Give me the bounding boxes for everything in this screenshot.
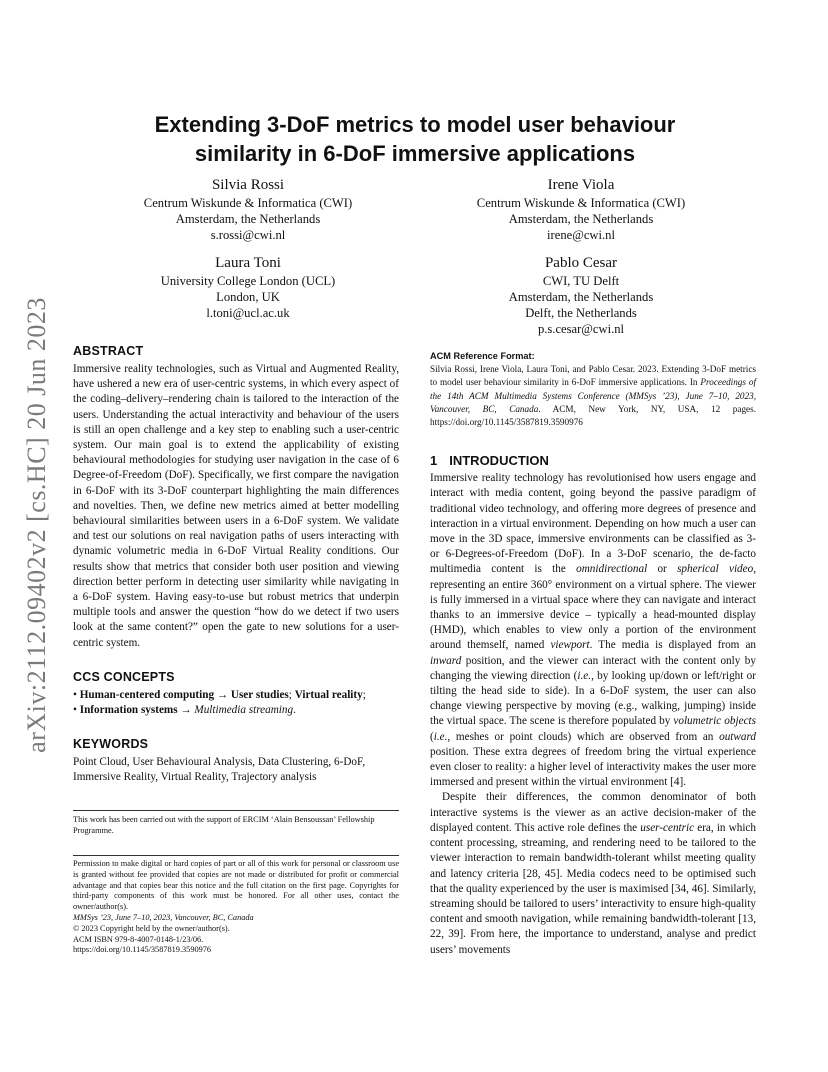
author-affiliation: Centrum Wiskunde & Informatica (CWI) <box>476 196 686 210</box>
intro-paragraph-1: Immersive reality technology has revolutionised how users engage and interact with media content, going beyond the passive paradigm of traditional video technology, and offering more degrees of presence and interaction in a virtual environment. Depending on how much a user can move in the 3D space, immersive environments can be classified as 3- or 6-Degrees-of-Freedom (DoF). In a 3-DoF scenario, the de-facto multimedia content is the omnidirectional or spherical video, representing an entire 360° environment on a virtual sphere. The viewer is fully immersed in a virtual space where they can navigate and interact thanks to an immersive device – typically a head-mounted display (HMD), which enables to view only a portion of the environment around themself, named viewport. The media is displayed from an inward position, and the viewer can interact with the content only by changing the viewing direction (i.e., by looking up/down or left/right or tilting the head side to side). In a 6-DoF system, the user can also change viewing perspective by moving (e.g., walking, jumping) inside the virtual space. The scene is therefore populated by volumetric objects (i.e., meshes or point clouds) which are observed from an outward position. These extra degrees of freedom bring the virtual experience even closer to reality: a higher level of interactivity makes the user more immersed and present within the virtual environment [4]. <box>430 472 756 789</box>
bullet: • <box>73 704 77 717</box>
author-email: l.toni@ucl.ac.uk <box>206 306 290 320</box>
keywords-heading: KEYWORDS <box>73 737 149 752</box>
author-location: Amsterdam, the Netherlands <box>175 212 321 226</box>
author-location: London, UK <box>216 290 280 304</box>
keywords-section <box>73 737 399 785</box>
author-name: Pablo Cesar <box>544 255 618 271</box>
ccs-term: User studies <box>230 688 289 701</box>
introduction-heading <box>430 453 756 468</box>
author-email: s.rossi@cwi.nl <box>210 228 286 242</box>
author-affiliation: University College London (UCL) <box>160 274 336 288</box>
permission-text: Permission to make digital or hard copies of part or all of this work for personal or classroom use is granted without fee provided that copies are not made or distributed for profit or commercial advantage and that copies bear this notice and the full citation on the first page. Copyrights for third-party components of this work must be honored. For all other uses, contact the owner/author(s). <box>73 859 399 912</box>
abstract-text: Immersive reality technologies, such as Virtual and Augmented Reality, have ushered a new era of user-centric systems, in which every aspect of the coding–delivery–rendering chain is tailored to the interaction of the users. Understanding the actual interactivity and behaviour of the users is still an open challenge and a key step to enabling such a user-centric system. Our main goal is to extend the applicability of existing behavioural methodologies for studying user navigation in the case of 6 Degree-of-Freedom (DoF). Specifically, we first compare the navigation in 6-DoF with its 3-DoF counterpart highlighting the main differences and novelties. Then, we define new metrics aimed at better modelling behavioural similarities between users in a 6-DoF system. We validate and test our solutions on real navigation paths of users interacting with dynamic volumetric media in 6-DoF Virtual Reality conditions. Our results show that metrics that consider both user position and viewing direction better perform in detecting user similarity while navigating in a 6-DoF system. Having easy-to-use but robust metrics that underpin multiple tools and answer the question “how do we detect if two users look at the same content?” open the gate to new solutions for a user-centric system. <box>73 363 399 649</box>
isbn: ACM ISBN 979-8-4007-0148-1/23/06. <box>73 934 204 944</box>
section-number: 1 <box>430 453 438 469</box>
author-location-2: Delft, the Netherlands <box>525 306 637 320</box>
ccs-term: Information systems <box>79 704 178 717</box>
author-name: Laura Toni <box>215 255 281 271</box>
abstract-heading: ABSTRACT <box>73 344 144 358</box>
author-location: Amsterdam, the Netherlands <box>508 212 654 226</box>
author-block-4 <box>431 254 731 337</box>
author-affiliation: CWI, TU Delft <box>542 274 620 288</box>
ccs-term: Multimedia streaming <box>194 704 294 717</box>
acm-ref-authors: Silvia Rossi, Irene Viola, Laura Toni, and Pablo Cesar. 2023. Extending 3-DoF metrics to model user behaviour similarity in 6-DoF immersive applications. In <box>430 364 756 388</box>
acm-reference-text <box>430 363 756 429</box>
ccs-item-2 <box>73 703 399 718</box>
acm-ref-proceedings: Proceedings of the 14th ACM Multimedia Systems Conference (MMSys ’23), June 7–10, 2023, Vancouver, BC, Canada <box>430 377 756 414</box>
permission-block <box>73 859 399 956</box>
arxiv-stamp-text: arXiv:2112.09402v2 [cs.HC] 20 Jun 2023 <box>22 297 51 753</box>
author-block-3 <box>98 254 398 321</box>
copyright: © 2023 Copyright held by the owner/author(s). <box>73 923 230 933</box>
acm-reference-label: ACM Reference Format: <box>430 351 535 361</box>
venue-text: MMSys ’23, June 7–10, 2023, Vancouver, BC, Canada <box>73 912 254 922</box>
right-column <box>430 350 756 958</box>
author-location: Amsterdam, the Netherlands <box>508 290 654 304</box>
ccs-end: . <box>293 704 296 717</box>
permission-rule <box>73 855 399 856</box>
venue <box>73 913 399 924</box>
ccs-heading: CCS CONCEPTS <box>73 669 175 684</box>
author-name: Irene Viola <box>547 177 615 193</box>
section-title: INTRODUCTION <box>449 453 549 469</box>
acm-ref-rest: . ACM, New York, NY, USA, 12 pages. https://doi.org/10.1145/3587819.3590976 <box>430 403 756 428</box>
ccs-term: Virtual reality <box>294 688 363 701</box>
intro-paragraph-2: Despite their differences, the common denominator of both interactive systems is the viewer as an active decision-maker of the displayed content. This active role defines the user-centric era, in which content processing, streaming, and rendering need to be tailored to the viewer interaction to remain bandwidth-tolerant whilst meeting quality and latency criteria [28, 45]. Media codecs need to be optimised such that the quality experienced by the user is maximised [34, 46]. Similarly, streaming should be tailored to users’ interactivity to ensure high-quality content and smooth navigation, while remaining bandwidth-tolerant [13, 22, 39]. From here, the importance to understand, analyse and predict users’ movements <box>430 791 756 956</box>
ccs-sep: ; <box>288 688 295 701</box>
author-name: Silvia Rossi <box>211 177 285 193</box>
doi-link[interactable]: https://doi.org/10.1145/3587819.3590976 <box>73 945 212 955</box>
introduction-section <box>430 453 756 958</box>
ccs-term: Human-centered computing <box>79 688 215 701</box>
bullet: • <box>73 688 77 701</box>
paper-title <box>72 110 758 168</box>
title-line-2: similarity in 6-DoF immersive applications <box>194 141 636 166</box>
author-email: p.s.cesar@cwi.nl <box>537 322 625 336</box>
funding-note: This work has been carried out with the support of ERCIM ‘Alain Bensoussan’ Fellowship Programme. <box>73 815 375 835</box>
ccs-item-1 <box>73 688 399 703</box>
footnote-rule <box>73 810 399 811</box>
author-affiliation: Centrum Wiskunde & Informatica (CWI) <box>143 196 353 210</box>
author-block-1 <box>98 176 398 243</box>
ccs-arrow: → <box>177 704 195 717</box>
author-email: irene@cwi.nl <box>547 228 615 242</box>
ccs-arrow: → <box>214 688 231 701</box>
acm-reference <box>430 350 756 429</box>
author-block-2 <box>431 176 731 243</box>
left-column <box>73 344 399 786</box>
title-line-1: Extending 3-DoF metrics to model user behaviour <box>154 112 676 137</box>
ccs-end: ; <box>362 688 366 701</box>
arxiv-stamp <box>22 290 52 760</box>
keywords-text: Point Cloud, User Behavioural Analysis, Data Clustering, 6-DoF, Immersive Reality, Virtual Reality, Trajectory analysis <box>73 756 366 784</box>
